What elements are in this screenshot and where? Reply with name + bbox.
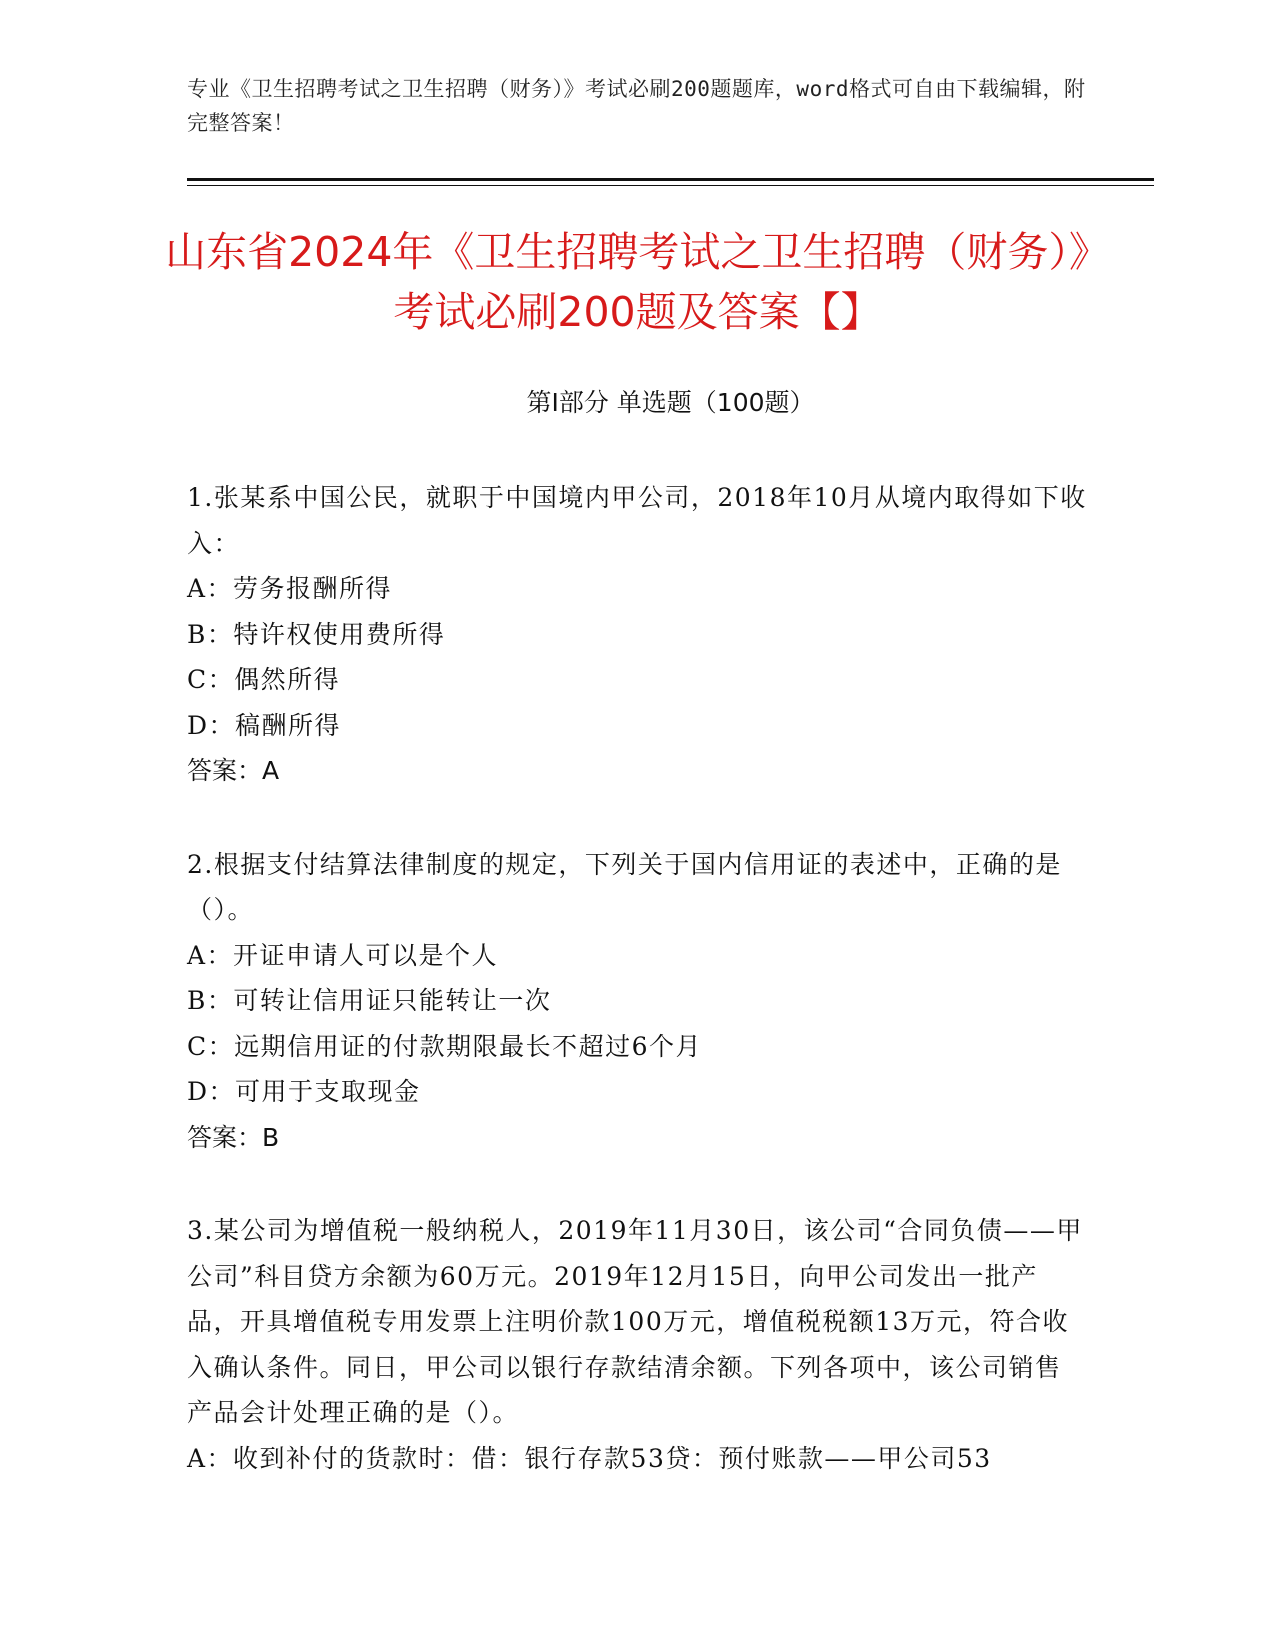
question-2 bbox=[187, 842, 1087, 1161]
header-divider-thin bbox=[187, 185, 1154, 186]
option-b: B：特许权使用费所得 bbox=[187, 619, 446, 649]
header-divider-thick bbox=[187, 178, 1154, 181]
option-d: D：稿酬所得 bbox=[187, 710, 342, 740]
section-title: 第Ⅰ部分 单选题（100题） bbox=[526, 388, 815, 417]
option-a: A：开证申请人可以是个人 bbox=[187, 940, 499, 970]
option-d: D：可用于支取现金 bbox=[187, 1077, 421, 1106]
option-a: A：收到补付的货款时：借：银行存款53贷：预付账款——甲公司53 bbox=[187, 1443, 992, 1473]
answer: 答案：B bbox=[187, 1122, 280, 1152]
option-c: C：偶然所得 bbox=[187, 665, 341, 694]
question-stem: 2.根据支付结算法律制度的规定，下列关于国内信用证的表述中，正确的是（）。 bbox=[187, 849, 1062, 924]
header-note: 专业《卫生招聘考试之卫生招聘（财务）》考试必刷200题题库，word格式可自由下载编辑，附完整答案！ bbox=[187, 77, 1086, 135]
option-b: B：可转让信用证只能转让一次 bbox=[187, 986, 552, 1015]
question-list bbox=[187, 475, 1087, 1529]
document-title: 山东省2024年《卫生招聘考试之卫生招聘（财务）》考试必刷200题及答案【】 bbox=[165, 228, 1110, 336]
option-c: C：远期信用证的付款期限最长不超过6个月 bbox=[187, 1031, 703, 1061]
question-stem: 1.张某系中国公民，就职于中国境内甲公司，2018年10月从境内取得如下收入： bbox=[187, 483, 1087, 558]
question-stem: 3.某公司为增值税一般纳税人，2019年11月30日，该公司“合同负债——甲公司”科目贷方余额为60万元。2019年12月15日，向甲公司发出一批产品，开具增值税专用发票上注明价款100万元，增值税税额13万元，符合收入确认条件。同日，甲公司以银行存款结清余额。下列各项中，该公司销售产品会计处理正确的是（）。 bbox=[187, 1216, 1083, 1427]
question-3 bbox=[187, 1208, 1087, 1481]
question-1 bbox=[187, 475, 1087, 794]
answer: 答案：A bbox=[187, 756, 280, 785]
option-a: A：劳务报酬所得 bbox=[187, 574, 393, 603]
